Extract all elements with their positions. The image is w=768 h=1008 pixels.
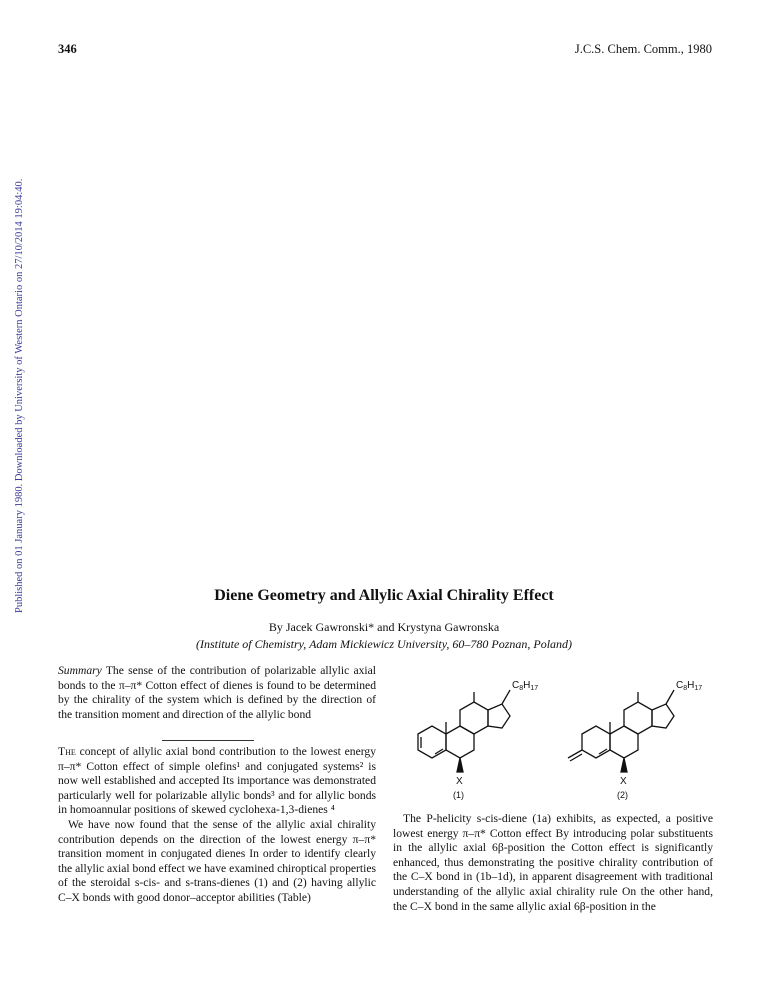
side-note-text: Published on 01 January 1980. Downloaded by University of Western Ontario on 27/10/2014 19:04:40. <box>14 178 25 613</box>
body-right-column <box>393 812 713 914</box>
structure-2-drawing <box>568 690 674 772</box>
section-divider <box>162 740 254 741</box>
paragraph-1-text: concept of allylic axial bond contribution to the lowest energy π–π* Cotton effect of simple olefins¹ and conjugated systems² is now well established and accepted Its importance was demonstrated particularly well for polarizable allylic bonds³ and for allylic bonds in homoannular positions of skewed cyclohexa-1,3-dienes ⁴ <box>58 745 376 817</box>
summary-block <box>58 664 376 722</box>
paragraph-3: The P-helicity s-cis-diene (1a) exhibits, as expected, a positive lowest energy π–π* Cotton effect By introducing polar substituents in the allylic axial 6β-position the Cotton effect is significantly enhanced, thus demonstrating the positive chirality contribution of the C–X bond in (1b–1d), in apparent disagreement with traditional understanding of the allylic axial chirality rule On the other hand, the C–X bond in the same allylic axial 6β-position in the <box>393 812 713 913</box>
journal-header: J.C.S. Chem. Comm., 1980 <box>574 42 712 56</box>
article-affiliation: (Institute of Chemistry, Adam Mickiewicz University, 60–780 Poznan, Poland) <box>195 637 573 651</box>
structures-svg <box>398 660 718 800</box>
article-authors: By Jacek Gawronski* and Krystyna Gawronska <box>268 620 500 634</box>
steroid-structures-figure <box>398 660 718 800</box>
page-number: 346 <box>58 42 77 56</box>
summary-text: The sense of the contribution of polarizable allylic axial bonds to the π–π* Cotton effect of dienes is found to be determined by the chirality of the system which is defined by the direction of the transition moment and direction of the allylic bond <box>58 664 376 721</box>
paragraph-2: We have now found that the sense of the allylic axial chirality contribution depends on the direction of the lowest energy π–π* transition moment in conjugated dienes In order to identify clearly the allylic axial bond effect we have examined chiroptical properties of the steroidal s-cis- and s-trans-dienes (1) and (2) having allylic C–X bonds with good donor–acceptor abilities (Table) <box>58 817 376 904</box>
structure-1-drawing <box>418 690 510 772</box>
summary-label: Summary <box>58 664 102 677</box>
lead-word: The <box>58 745 76 758</box>
publication-side-note <box>4 168 25 613</box>
structure-2-label: (2) <box>617 790 628 800</box>
structure-1-label: (1) <box>453 790 464 800</box>
structure-1-side-chain: $C_8H_{17}$ <box>512 680 539 692</box>
body-left-column <box>58 745 376 906</box>
article-title: Diene Geometry and Allylic Axial Chirality Effect <box>214 587 554 604</box>
structure-2-x: X <box>620 776 627 787</box>
structure-1-x: X <box>456 776 463 787</box>
structure-2-side-chain: $C_8H_{17}$ <box>676 680 703 692</box>
paragraph-1 <box>58 745 376 818</box>
